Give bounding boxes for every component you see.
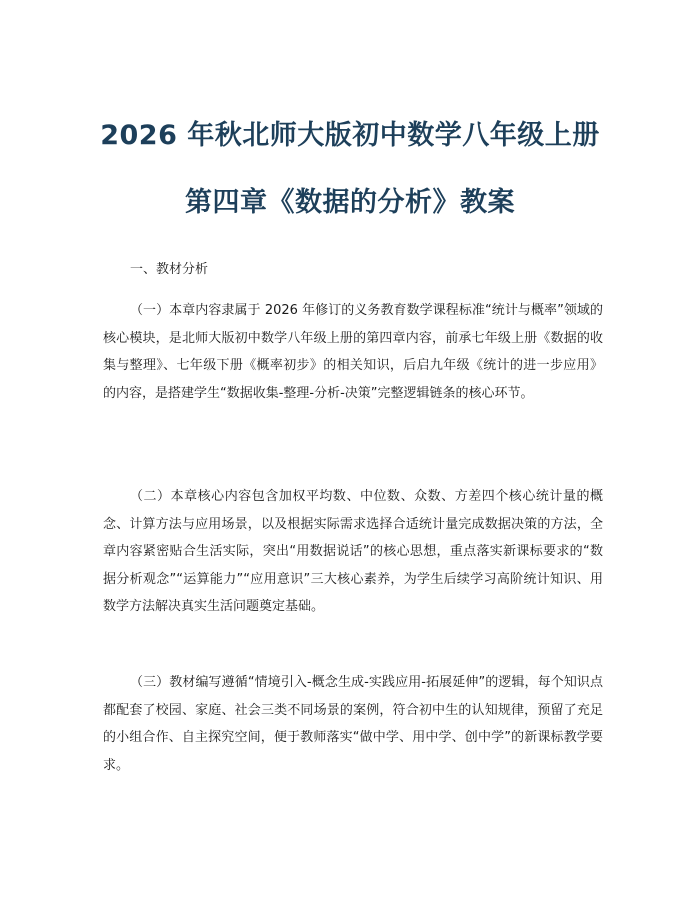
paragraph: （三）教材编写遵循“情境引入-概念生成-实践应用-拓展延伸”的逻辑，每个知识点都配套了校园、家庭、社会三类不同场景的案例，符合初中生的认知规律，预留了充足的小组合作、自主探究空间，便于教师落实“做中学、用中学、创中学”的新课标教学要求。 [103, 675, 603, 773]
section-heading: 一、教材分析 [130, 262, 209, 277]
document-title-line-2: 第四章《数据的分析》教案 [185, 187, 515, 218]
paragraph: （一）本章内容隶属于 2026 年修订的义务教育数学课程标准“统计与概率”领域的核心模块，是北师大版初中数学八年级上册的第四章内容，前承七年级上册《数据的收集与整理》、七年级下册《概率初步》的相关知识，后启九年级《统计的进一步应用》的内容，是搭建学生“数据收集-整理-分析-决策”完整逻辑链条的核心环节。 [103, 303, 603, 401]
document-title-line-1: 2026 年秋北师大版初中数学八年级上册 [100, 120, 600, 151]
paragraph: （二）本章核心内容包含加权平均数、中位数、众数、方差四个核心统计量的概念、计算方法与应用场景，以及根据实际需求选择合适统计量完成数据决策的方法，全章内容紧密贴合生活实际，突出“用数据说话”的核心思想，重点落实新课标要求的“数据分析观念”“运算能力”“应用意识”三大核心素养，为学生后续学习高阶统计知识、用数学方法解决真实生活问题奠定基础。 [103, 489, 603, 614]
